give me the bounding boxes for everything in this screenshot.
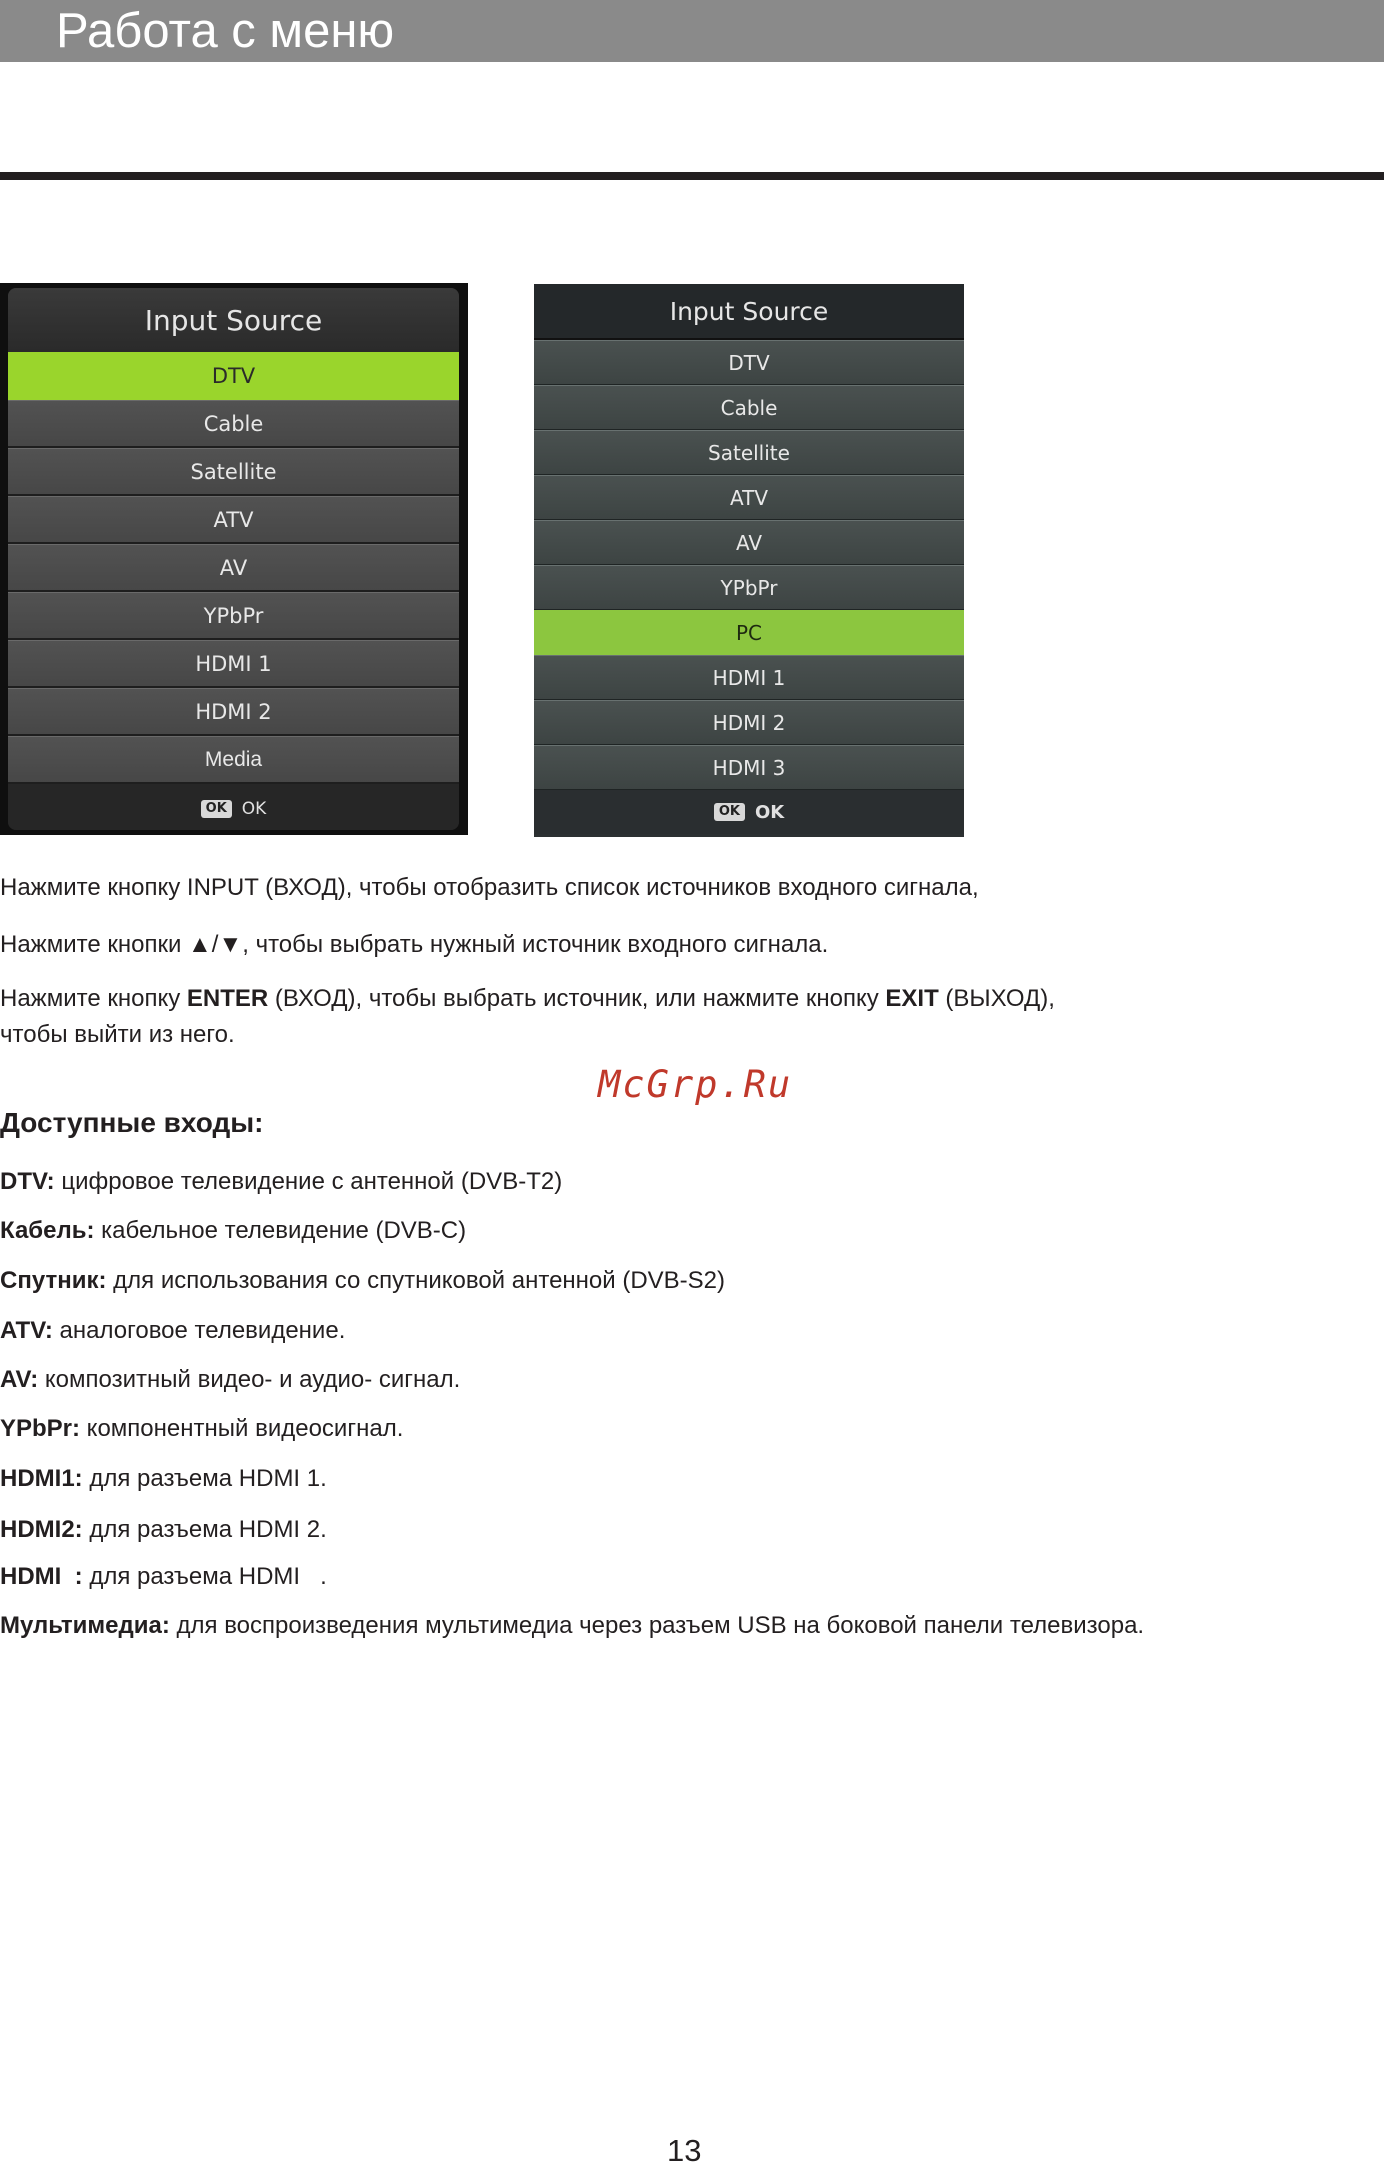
menu-item-ypbpr[interactable]: YPbPr [8, 592, 459, 640]
menu-item-hdmi2[interactable]: HDMI 2 [534, 700, 964, 745]
menu-item-ypbpr[interactable]: YPbPr [534, 565, 964, 610]
watermark: McGrp.Ru [598, 1063, 793, 1106]
menu-footer [534, 790, 964, 834]
input-source-menu-2 [534, 284, 964, 837]
ok-key-icon: OK [714, 803, 745, 821]
menu-item-av[interactable]: AV [8, 544, 459, 592]
menu-item-dtv[interactable]: DTV [534, 340, 964, 385]
input-row: YPbPr: компонентный видеосигнал. [0, 1415, 404, 1442]
footer-label: OK [241, 799, 267, 819]
instruction-line-1: Нажмите кнопку INPUT (ВХОД), чтобы отобразить список источников входного сигнала, [0, 874, 979, 901]
input-row: HDMI1: для разъема HDMI 1. [0, 1465, 327, 1492]
input-row: Мультимедиа: для воспроизведения мультимедиа через разъем USB на боковой панели телевизора. [0, 1612, 1145, 1639]
menu-footer [8, 784, 459, 830]
menu-title: Input Source [534, 284, 964, 340]
page-number: 13 [667, 2133, 702, 2168]
divider [0, 172, 1384, 180]
input-row: DTV: цифровое телевидение с антенной (DVB-T2) [0, 1168, 563, 1195]
menu-item-dtv[interactable]: DTV [8, 352, 459, 400]
input-row: HDMI2: для разъема HDMI 2. [0, 1516, 327, 1543]
menu-title: Input Source [8, 288, 459, 352]
instruction-line-3: Нажмите кнопку ENTER (ВХОД), чтобы выбрать источник, или нажмите кнопку EXIT (ВЫХОД), [0, 985, 1055, 1012]
input-row: AV: композитный видео- и аудио- сигнал. [0, 1366, 461, 1393]
input-source-menu-1 [0, 283, 468, 835]
instruction-line-2: Нажмите кнопки ▲/▼, чтобы выбрать нужный источник входного сигнала. [0, 931, 829, 958]
menu-item-satellite[interactable]: Satellite [8, 448, 459, 496]
input-row: Спутник: для использования со спутниковой антенной (DVB-S2) [0, 1267, 726, 1294]
menu-item-atv[interactable]: ATV [8, 496, 459, 544]
ok-key-icon: OK [201, 800, 232, 818]
menu-item-hdmi1[interactable]: HDMI 1 [8, 640, 459, 688]
footer-label: OK [754, 801, 785, 823]
input-row: HDMI : для разъема HDMI . [0, 1563, 327, 1590]
menu-item-atv[interactable]: ATV [534, 475, 964, 520]
menu-item-hdmi2[interactable]: HDMI 2 [8, 688, 459, 736]
menu-item-pc[interactable]: PC [534, 610, 964, 655]
input-row: Кабель: кабельное телевидение (DVB-C) [0, 1217, 467, 1244]
menu-item-cable[interactable]: Cable [8, 400, 459, 448]
menu-item-cable[interactable]: Cable [534, 385, 964, 430]
menu-item-hdmi3[interactable]: HDMI 3 [534, 745, 964, 790]
instruction-line-4: чтобы выйти из него. [0, 1021, 235, 1048]
input-row: ATV: аналоговое телевидение. [0, 1317, 346, 1344]
menu-item-av[interactable]: AV [534, 520, 964, 565]
menu-item-satellite[interactable]: Satellite [534, 430, 964, 475]
inputs-title: Доступные входы: [0, 1107, 264, 1138]
page-title: Работа с меню [56, 4, 395, 58]
menu-item-hdmi1[interactable]: HDMI 1 [534, 655, 964, 700]
menu-item-media[interactable]: Media [8, 736, 459, 784]
